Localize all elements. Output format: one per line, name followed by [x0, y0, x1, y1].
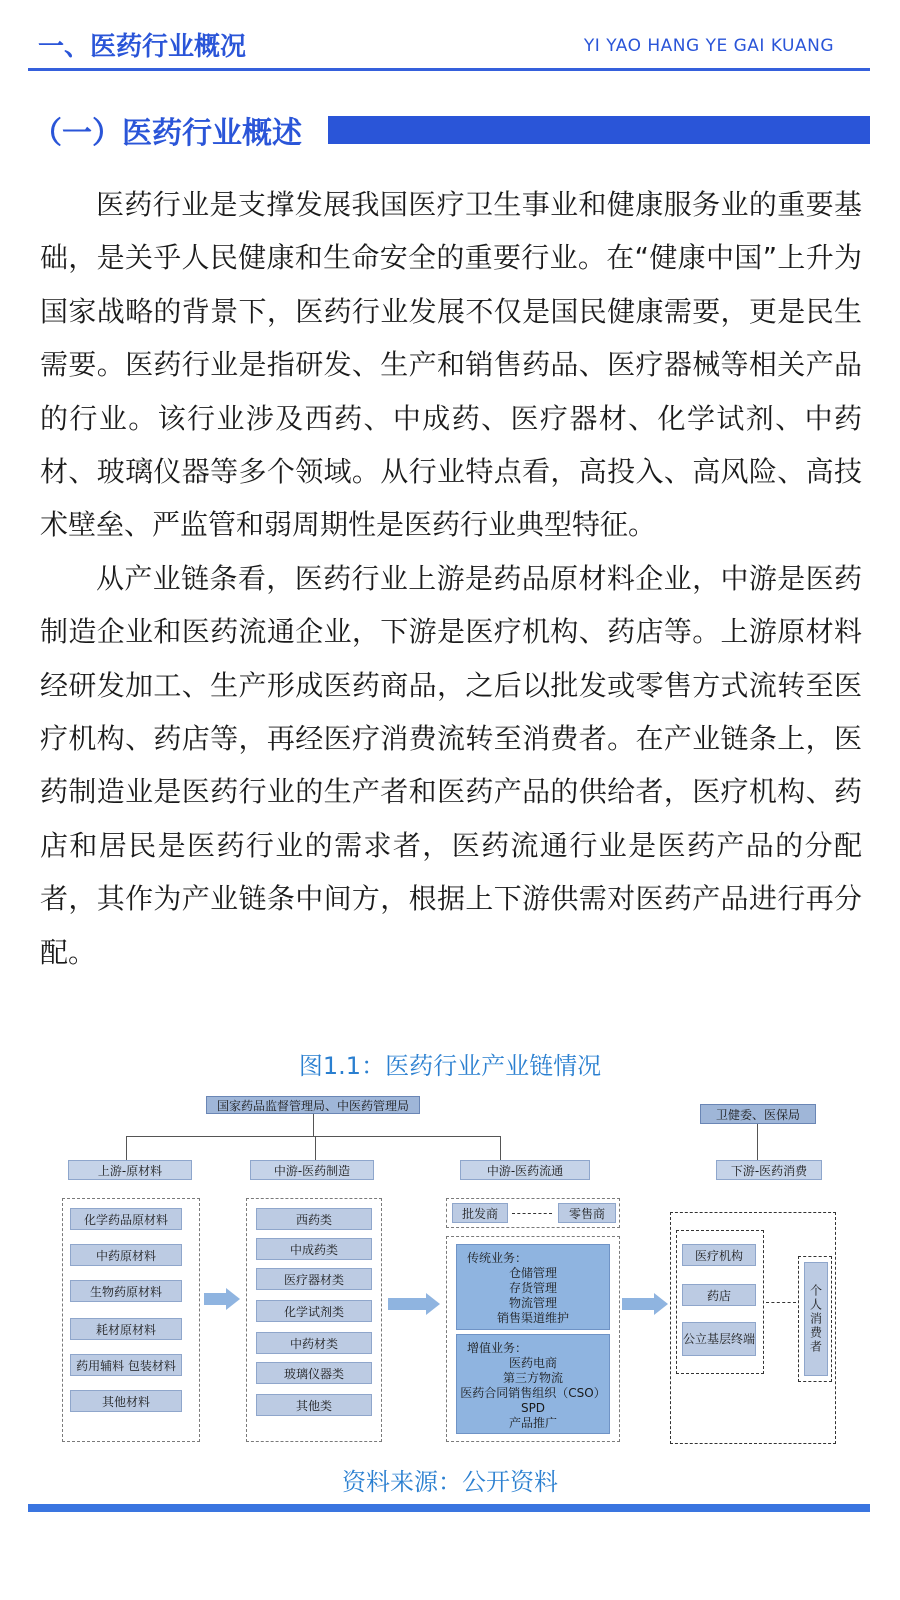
connector-line	[315, 1136, 316, 1160]
traditional-business-box	[456, 1244, 610, 1330]
connector-line	[757, 1124, 758, 1160]
flow-arrow-head	[226, 1288, 240, 1310]
figure-caption: 图1.1：医药行业产业链情况	[298, 1052, 602, 1080]
flow-arrow	[204, 1293, 226, 1305]
mfg-item: 玻璃仪器类	[256, 1362, 372, 1384]
connector-line	[126, 1136, 127, 1160]
dashed-arrow	[766, 1302, 796, 1303]
figure-source: 资料来源：公开资料	[342, 1468, 558, 1496]
value-item: 第三方物流	[502, 1371, 563, 1385]
value-added-box	[456, 1334, 610, 1434]
traditional-item: 仓储管理	[508, 1266, 557, 1280]
upstream-item: 化学药品原材料	[70, 1208, 182, 1230]
header-subtitle: YI YAO HANG YE GAI KUANG	[583, 36, 834, 56]
downstream-item: 药店	[682, 1284, 756, 1306]
upstream-item: 其他材料	[70, 1390, 182, 1412]
stage-upstream: 上游-原材料	[68, 1160, 192, 1180]
paragraph-1: 医药行业是支撑发展我国医疗卫生事业和健康服务业的重要基础，是关乎人民健康和生命安全的重要行业。在“健康中国”上升为国家战略的背景下，医药行业发展不仅是国民健康需要，更是民生需要。医药行业是指研发、生产和销售药品、医疗器械等相关产品的行业。该行业涉及西药、中成药、医疗器材、化学试剂、中药材、玻璃仪器等多个领域。从行业特点看，高投入、高风险、高技术壁垒、严监管和弱周期性是医药行业典型特征。	[40, 188, 862, 542]
mfg-item: 其他类	[256, 1394, 372, 1416]
mfg-item: 西药类	[256, 1208, 372, 1230]
mfg-item: 中药材类	[256, 1332, 372, 1354]
downstream-item: 公立基层终端	[682, 1322, 756, 1356]
section-title: （一）医药行业概述	[32, 116, 302, 151]
flow-arrow	[388, 1298, 426, 1310]
consumer-box: 个人消费者	[804, 1262, 828, 1376]
retailer-box: 零售商	[558, 1203, 616, 1223]
traditional-item: 销售渠道维护	[496, 1311, 569, 1325]
connector-line	[313, 1114, 314, 1136]
regulator-box: 国家药品监督管理局、中医药管理局	[206, 1096, 420, 1114]
flow-arrow-head	[654, 1293, 668, 1315]
regulator-right-box: 卫健委、医保局	[700, 1104, 816, 1124]
traditional-item: 物流管理	[508, 1296, 557, 1310]
upstream-item: 中药原材料	[70, 1244, 182, 1266]
connector-line	[500, 1136, 501, 1160]
section-title-bar	[328, 116, 870, 144]
industry-chain-diagram	[60, 1096, 860, 1478]
flow-arrow	[622, 1298, 654, 1310]
upstream-item: 生物药原材料	[70, 1280, 182, 1302]
mfg-item: 中成药类	[256, 1238, 372, 1260]
wholesaler-box: 批发商	[452, 1203, 508, 1223]
value-item: 产品推广	[508, 1416, 557, 1430]
stage-downstream: 下游-医药消费	[716, 1160, 822, 1180]
paragraph-2: 从产业链条看，医药行业上游是药品原材料企业，中游是医药制造企业和医药流通企业，下游是医疗机构、药店等。上游原材料经研发加工、生产形成医药商品，之后以批发或零售方式流转至医疗机构、药店等，再经医疗消费流转至消费者。在产业链条上，医药制造业是医药行业的生产者和医药产品的供给者，医疗机构、药店和居民是医药行业的需求者，医药流通行业是医药产品的分配者，其作为产业链条中间方，根据上下游供需对医药产品进行再分配。	[40, 561, 862, 969]
footer-bar	[28, 1504, 870, 1512]
body-text	[40, 178, 862, 979]
mfg-item: 化学试剂类	[256, 1300, 372, 1322]
value-item: SPD	[520, 1401, 546, 1415]
flow-arrow-head	[426, 1293, 440, 1315]
value-item: 医药合同销售组织（CSO）	[460, 1386, 606, 1400]
upstream-item: 药用辅料 包装材料	[70, 1354, 182, 1376]
dashed-arrow	[512, 1213, 552, 1214]
traditional-item: 存货管理	[508, 1281, 557, 1295]
value-label: 增值业务：	[467, 1341, 528, 1355]
connector-line	[126, 1136, 500, 1137]
downstream-item: 医疗机构	[682, 1244, 756, 1266]
traditional-label: 传统业务：	[467, 1251, 528, 1265]
header-title: 一、医药行业概况	[38, 32, 247, 62]
stage-midstream-dist: 中游-医药流通	[460, 1160, 590, 1180]
header-divider	[28, 68, 870, 71]
value-item: 医药电商	[508, 1356, 557, 1370]
upstream-item: 耗材原材料	[70, 1318, 182, 1340]
stage-midstream-mfg: 中游-医药制造	[250, 1160, 374, 1180]
mfg-item: 医疗器材类	[256, 1268, 372, 1290]
